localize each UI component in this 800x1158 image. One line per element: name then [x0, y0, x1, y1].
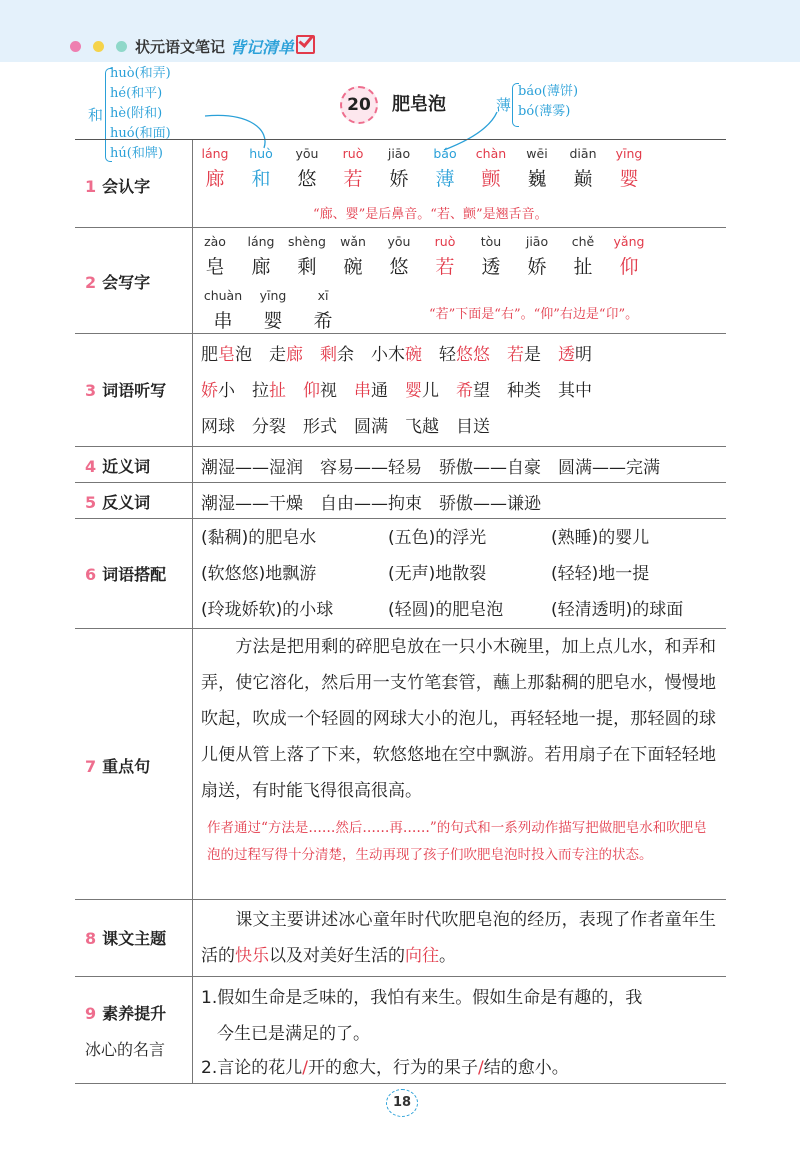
- row-number: 5: [85, 493, 97, 512]
- row-title: [85, 926, 166, 949]
- theme-text-part: 课文主要讲述冰心童年时代吹肥皂泡的经历，表现了作者童年生活的: [201, 910, 716, 966]
- pinyin: yōu: [295, 146, 319, 161]
- quote-part: 开的愈大，行为的果子: [307, 1058, 478, 1078]
- theme-text-part: 以及对美好生活的: [269, 946, 405, 966]
- dictation-segment: 种类: [507, 381, 558, 401]
- sentence-analysis: 作者通过“方法是……然后……再……”的句式和一系列动作描写把做肥皂水和吹肥皂泡的过程写得十分清楚，生动再现了孩子们吹肥皂泡时投入而专注的状态。: [207, 820, 707, 863]
- row-label: [75, 447, 193, 482]
- hanzi-char: 娇: [389, 168, 409, 190]
- row-label: [75, 228, 193, 333]
- row-collocations: [75, 519, 726, 629]
- row-number: 4: [85, 457, 97, 476]
- row-label: [75, 140, 193, 227]
- row-label: [75, 519, 193, 628]
- dictation-segment: 透: [558, 345, 575, 365]
- dictation-segment: 网球 分裂 形式 圆满 飞越 目送: [201, 417, 490, 437]
- collocation-item: (轻轻)地一提: [551, 564, 650, 584]
- row-label: [75, 977, 193, 1083]
- pinyin: jiāo: [387, 146, 411, 161]
- quote-line-3: [201, 1053, 569, 1078]
- synonym-pairs: 潮湿——湿润 容易——轻易 骄傲——自豪 圆满——完满: [201, 458, 660, 478]
- dictation-segment: 轻: [439, 345, 456, 365]
- brand-tag: 背记清单: [230, 38, 295, 57]
- polyphone-reading: báo(薄饼): [518, 84, 579, 99]
- pronunciation-note: “廊、婴”是后鼻音。“若、颤”是翘舌音。: [313, 207, 548, 222]
- theme-keyword: 快乐: [235, 946, 269, 966]
- row-number: 2: [85, 273, 97, 292]
- row-content: [193, 900, 726, 976]
- theme-text-part: 。: [439, 946, 456, 966]
- row-label-text: 会认字: [102, 177, 151, 196]
- row-synonyms: [75, 447, 726, 483]
- dictation-segment: 剩: [320, 345, 337, 365]
- dictation-segment: 碗: [405, 345, 422, 365]
- pinyin: huò: [249, 146, 273, 161]
- hanzi-char: 巍: [527, 168, 547, 190]
- row-key-sentence: [75, 629, 726, 900]
- quote-line-2: 今生已是满足的了。: [217, 1024, 370, 1044]
- row-write-chars: [75, 228, 726, 334]
- pinyin: shèng: [288, 234, 326, 249]
- pause-mark: /: [302, 1058, 308, 1078]
- row-content: [193, 629, 726, 899]
- dictation-segment: 望: [473, 381, 507, 401]
- collocation-item: (五色)的浮光: [388, 528, 487, 548]
- pinyin: zào: [204, 234, 226, 249]
- dictation-segment: 婴: [405, 381, 422, 401]
- collocation-item: (黏稠)的肥皂水: [201, 528, 317, 548]
- hanzi-char: 串: [213, 310, 233, 332]
- row-number: 8: [85, 929, 97, 948]
- hanzi-char: 悠: [297, 168, 317, 190]
- row-label-text: 近义词: [102, 457, 151, 476]
- polyphone-reading: hè(附和): [110, 106, 163, 121]
- row-antonyms: [75, 483, 726, 519]
- hanzi-char: 薄: [435, 168, 455, 190]
- key-sentence-text: 方法是把用剩的碎肥皂放在一只小木碗里，加上点儿水，和弄和弄，使它溶化，然后用一支竹笔套管，蘸上那黏稠的肥皂水，慢慢地吹起，吹成一个轻圆的网球大小的泡儿，再轻轻地一提，那轻圆的球儿便从管上落了下来，软悠悠地在空中飘游。若用扇子在下面轻轻地扇送，有时能飞得很高很高。: [201, 637, 716, 801]
- row-recognize-chars: [75, 140, 726, 228]
- polyphone-reading: hé(和平): [110, 86, 163, 101]
- polyphone-reading: bó(薄雾): [518, 104, 571, 119]
- row-label-text: 会写字: [102, 273, 151, 292]
- dictation-line: [201, 340, 592, 365]
- theme-keyword: 向往: [405, 946, 439, 966]
- pause-mark: /: [477, 1058, 484, 1078]
- dictation-segment: 余: [337, 345, 371, 365]
- hanzi-char: 廊: [251, 256, 271, 278]
- row-label-text: 反义词: [102, 493, 151, 512]
- hanzi-char: 扯: [573, 256, 593, 278]
- hanzi-char: 若: [343, 168, 363, 190]
- quote-part: 结的愈小。: [483, 1058, 569, 1078]
- polyphone-bao: [496, 80, 616, 130]
- row-content: [193, 977, 726, 1083]
- hanzi-char: 剩: [297, 256, 317, 278]
- hanzi-char: 悠: [389, 256, 409, 278]
- row-title: [85, 378, 166, 401]
- hanzi-char: 婴: [263, 310, 283, 332]
- row-label-text: 重点句: [102, 757, 151, 776]
- hanzi-char: 颤: [481, 168, 501, 190]
- row-label: [75, 629, 193, 899]
- collocation-item: (轻圆)的肥皂泡: [388, 600, 504, 620]
- row-label: [75, 900, 193, 976]
- row-label-text: 词语搭配: [102, 565, 167, 584]
- collocation-item: (软悠悠)地飘游: [201, 564, 317, 584]
- dictation-segment: 其中: [558, 381, 592, 401]
- dictation-segment: 希: [456, 381, 473, 401]
- dictation-segment: [422, 345, 439, 365]
- dictation-line: [201, 376, 592, 401]
- collocation-item: (轻清透明)的球面: [551, 600, 684, 620]
- dictation-segment: 扯: [269, 381, 286, 401]
- pinyin: diān: [569, 146, 597, 161]
- dictation-segment: 视: [320, 381, 354, 401]
- hanzi-char: 若: [435, 256, 455, 278]
- pinyin: yōu: [387, 234, 411, 249]
- polyphone-reading: huò(和弄): [110, 66, 171, 81]
- pinyin: chuàn: [203, 288, 243, 303]
- pinyin: yǎng: [613, 234, 645, 249]
- row-number: 1: [85, 177, 97, 196]
- dictation-segment: 若: [507, 345, 524, 365]
- brand-title: 状元语文笔记: [135, 38, 226, 56]
- dictation-segment: [490, 345, 507, 365]
- row-title: [85, 270, 150, 293]
- row-theme: [75, 900, 726, 977]
- dictation-segment: 肥: [201, 345, 218, 365]
- polyphone-char: 薄: [496, 96, 512, 114]
- dictation-segment: [303, 345, 320, 365]
- dictation-segment: 通: [371, 381, 405, 401]
- dictation-segment: 廊: [286, 345, 303, 365]
- hanzi-char: 希: [313, 310, 333, 332]
- quote-part: 2.言论的花儿: [201, 1058, 303, 1078]
- hanzi-char: 婴: [619, 168, 639, 190]
- antonym-pairs: 潮湿——干燥 自由——拘束 骄傲——谦逊: [201, 494, 541, 514]
- writing-note: “若”下面是“右”。“仰”右边是“卬”。: [429, 307, 639, 322]
- hanzi-char: 娇: [527, 256, 547, 278]
- dictation-segment: 拉: [252, 381, 269, 401]
- pinyin: yīng: [615, 146, 643, 161]
- collocation-item: (无声)地散裂: [388, 564, 487, 584]
- dictation-segment: 娇: [201, 381, 218, 401]
- pinyin: láng: [247, 234, 275, 249]
- hanzi-char: 和: [251, 168, 271, 190]
- polyphone-reading: hú(和牌): [110, 146, 163, 161]
- page-number: 18: [386, 1089, 418, 1117]
- row-title: [85, 454, 150, 477]
- dictation-segment: 小木: [371, 345, 405, 365]
- dictation-segment: 串: [354, 381, 371, 401]
- dictation-segment: 走: [269, 345, 286, 365]
- lesson-number-badge: 20: [340, 86, 378, 124]
- row-title: [85, 754, 150, 777]
- pinyin: láng: [201, 146, 229, 161]
- row-label: [75, 483, 193, 518]
- pinyin: ruò: [434, 234, 456, 249]
- hanzi-char: 碗: [343, 256, 363, 278]
- row-number: 9: [85, 1004, 97, 1023]
- row-content: [193, 140, 726, 227]
- row-label: [75, 334, 193, 446]
- dictation-segment: [286, 381, 303, 401]
- pinyin: chě: [571, 234, 595, 249]
- pinyin: wēi: [526, 146, 548, 161]
- row-content: [193, 483, 726, 518]
- polyphone-reading-list: [518, 82, 578, 122]
- pinyin: ruò: [342, 146, 364, 161]
- hanzi-char: 皂: [205, 256, 225, 278]
- dictation-segment: 儿: [422, 381, 456, 401]
- dictation-segment: 皂: [218, 345, 235, 365]
- dictation-line: [201, 412, 490, 437]
- pinyin: tòu: [480, 234, 502, 249]
- row-content: [193, 519, 726, 628]
- dictation-segment: 仰: [303, 381, 320, 401]
- dictation-segment: 小: [218, 381, 252, 401]
- pinyin: jiāo: [525, 234, 549, 249]
- quote-line-1: 1.假如生命是乏味的，我怕有来生。假如生命是有趣的，我: [201, 988, 643, 1008]
- row-label-text: 素养提升: [102, 1004, 167, 1023]
- theme-text: [201, 902, 716, 974]
- dictation-segment: 明: [575, 345, 592, 365]
- pinyin: báo: [433, 146, 457, 161]
- pinyin: yīng: [259, 288, 287, 303]
- collocation-item: (熟睡)的婴儿: [551, 528, 650, 548]
- row-dictation: [75, 334, 726, 447]
- pinyin: xī: [317, 288, 329, 303]
- dictation-segment: 泡: [235, 345, 269, 365]
- dictation-segment: 是: [524, 345, 558, 365]
- row-number: 7: [85, 757, 97, 776]
- row-content: [193, 334, 726, 446]
- collocation-item: (玲珑娇软)的小球: [201, 600, 334, 620]
- row-literacy: [75, 977, 726, 1084]
- dictation-segment: 悠悠: [456, 345, 490, 365]
- row-number: 6: [85, 565, 97, 584]
- row-number: 3: [85, 381, 97, 400]
- hanzi-char: 巅: [573, 168, 593, 190]
- pinyin: wǎn: [340, 234, 366, 249]
- row-label-text: 课文主题: [102, 929, 167, 948]
- pinyin: chàn: [475, 146, 507, 161]
- notes-table: [75, 139, 726, 1084]
- row-subtitle: 冰心的名言: [85, 1040, 166, 1059]
- row-label-text: 词语听写: [102, 381, 167, 400]
- hanzi-char: 廊: [205, 168, 225, 190]
- lesson-title: 肥皂泡: [392, 94, 446, 115]
- row-title: [85, 174, 150, 197]
- hanzi-char: 仰: [619, 256, 639, 278]
- row-content: [193, 228, 726, 333]
- row-title: [85, 490, 150, 513]
- row-content: [193, 447, 726, 482]
- row-title: [85, 562, 166, 585]
- polyphone-char: 和: [88, 106, 104, 124]
- hanzi-char: 透: [481, 256, 501, 278]
- row-title: [85, 1001, 166, 1024]
- polyphone-reading: huó(和面): [110, 126, 171, 141]
